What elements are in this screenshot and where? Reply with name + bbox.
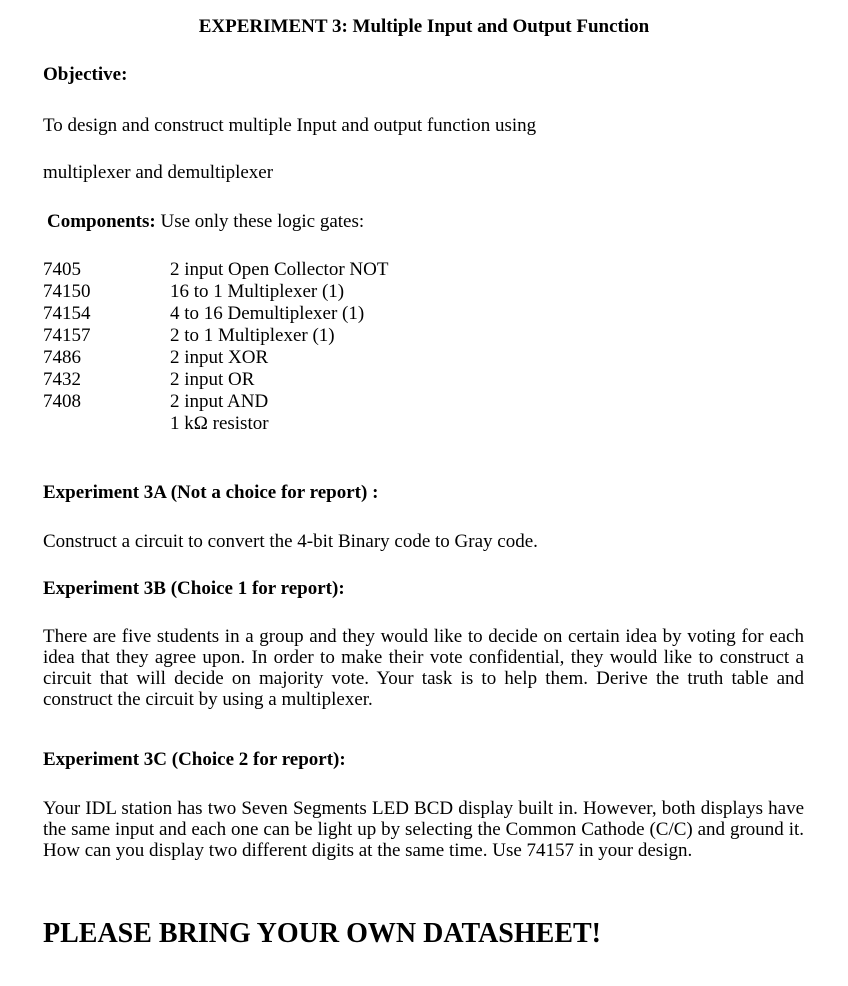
part-code: 7486 xyxy=(43,347,81,368)
exp3a-heading: Experiment 3A (Not a choice for report) : xyxy=(43,482,379,503)
part-row xyxy=(43,303,388,325)
part-row xyxy=(43,369,388,391)
part-code: 74150 xyxy=(43,281,91,302)
components-text: Use only these logic gates: xyxy=(155,211,365,232)
objective-heading: Objective: xyxy=(43,64,128,85)
part-code: 74154 xyxy=(43,303,91,324)
part-desc: 2 input OR xyxy=(170,369,255,390)
part-code: 74157 xyxy=(43,325,91,346)
part-desc: 2 input XOR xyxy=(170,347,269,368)
part-code: 7408 xyxy=(43,391,81,412)
part-row xyxy=(43,259,388,281)
page-title: EXPERIMENT 3: Multiple Input and Output Function xyxy=(198,16,650,37)
part-row xyxy=(43,391,388,413)
datasheet-notice: PLEASE BRING YOUR OWN DATASHEET! xyxy=(43,918,602,949)
components-label: Components: xyxy=(47,211,156,232)
exp3a-text: Construct a circuit to convert the 4-bit Binary code to Gray code. xyxy=(43,531,538,552)
part-desc: 16 to 1 Multiplexer (1) xyxy=(170,281,345,302)
exp3b-text: There are five students in a group and they would like to decide on certain idea by voting for each idea that they agree upon. In order to make their vote confidential, they would like to construct a circuit that will decide on majority vote. Your task is to help them. Derive the truth table and construct the circuit by using a multiplexer. xyxy=(43,626,804,710)
components-line xyxy=(47,211,364,233)
part-code: 7405 xyxy=(43,259,81,280)
exp3b-heading: Experiment 3B (Choice 1 for report): xyxy=(43,578,345,599)
part-code: 7432 xyxy=(43,369,81,390)
part-row xyxy=(43,413,388,435)
part-row xyxy=(43,347,388,369)
objective-line-2: multiplexer and demultiplexer xyxy=(43,162,274,183)
exp3c-heading: Experiment 3C (Choice 2 for report): xyxy=(43,749,346,770)
part-desc: 2 to 1 Multiplexer (1) xyxy=(170,325,335,346)
part-desc: 2 input Open Collector NOT xyxy=(170,259,389,280)
part-code xyxy=(43,413,170,435)
exp3c-text: Your IDL station has two Seven Segments LED BCD display built in. However, both displays have the same input and each one can be light up by selecting the Common Cathode (C/C) and ground it. How can you display two different digits at the same time. Use 74157 in your design. xyxy=(43,798,804,861)
part-desc: 4 to 16 Demultiplexer (1) xyxy=(170,303,365,324)
part-row xyxy=(43,325,388,347)
parts-list xyxy=(43,259,388,435)
part-desc: 2 input AND xyxy=(170,391,269,412)
part-desc: 1 kΩ resistor xyxy=(170,413,269,434)
objective-line-1: To design and construct multiple Input and output function using xyxy=(43,115,537,136)
part-row xyxy=(43,281,388,303)
